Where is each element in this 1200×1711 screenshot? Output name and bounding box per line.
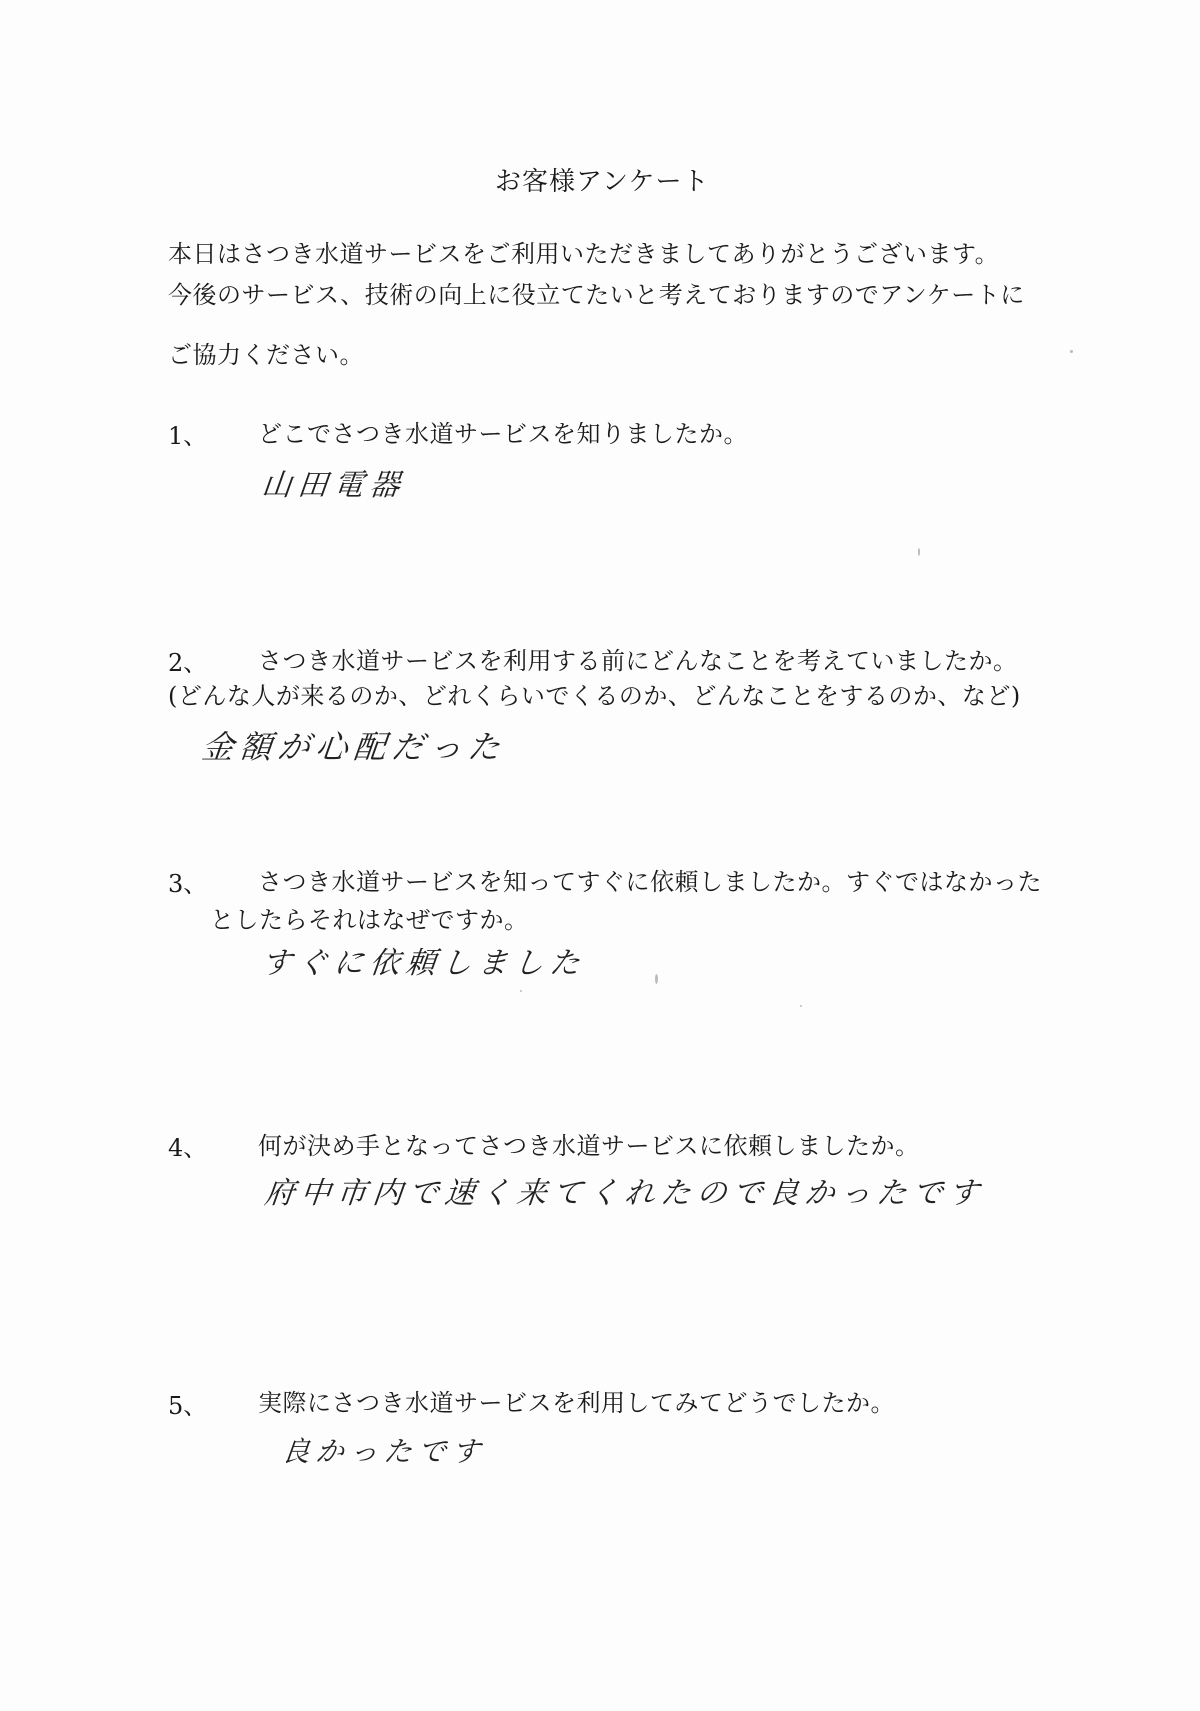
answer-1-handwritten: 山田電器 [259, 468, 408, 503]
question-4-number: 4、 [168, 1134, 208, 1162]
question-1-text: どこでさつき水道サービスを知りましたか。 [258, 420, 748, 448]
question-5-number: 5、 [168, 1392, 208, 1420]
page-title: お客様アンケート [495, 167, 710, 197]
question-2-text-line-2: (どんな人が来るのか、どれくらいでくるのか、どんなことをするのか、など) [168, 682, 1021, 710]
intro-line-1: 本日はさつき水道サービスをご利用いただきましてありがとうございます。 [168, 240, 1000, 268]
question-3-number: 3、 [168, 870, 208, 898]
scan-speck [1070, 350, 1073, 353]
answer-3-handwritten: すぐに依頼しました [259, 946, 588, 981]
scan-speck [520, 990, 522, 992]
answer-4-handwritten: 府中市内で速く来てくれたので良かったです [262, 1176, 987, 1211]
question-2-text-line-1: さつき水道サービスを利用する前にどんなことを考えていましたか。 [258, 647, 1018, 675]
question-3-text-line-2: としたらそれはなぜですか。 [210, 906, 529, 934]
question-4-text: 何が決め手となってさつき水道サービスに依頼しましたか。 [258, 1132, 920, 1160]
scan-speck [800, 1005, 802, 1007]
intro-line-3: ご協力ください。 [168, 341, 364, 369]
question-3-text-line-1: さつき水道サービスを知ってすぐに依頼しましたか。すぐではなかった [258, 868, 1042, 896]
question-1-number: 1、 [168, 422, 208, 450]
intro-line-2: 今後のサービス、技術の向上に役立てたいと考えておりますのでアンケートに [168, 281, 1025, 309]
question-2-number: 2、 [168, 649, 208, 677]
answer-5-handwritten: 良かったです [280, 1435, 488, 1468]
scan-speck [655, 974, 658, 984]
question-5-text: 実際にさつき水道サービスを利用してみてどうでしたか。 [258, 1389, 895, 1417]
answer-2-handwritten: 金額が心配だった [199, 728, 508, 766]
scan-speck [918, 548, 920, 556]
